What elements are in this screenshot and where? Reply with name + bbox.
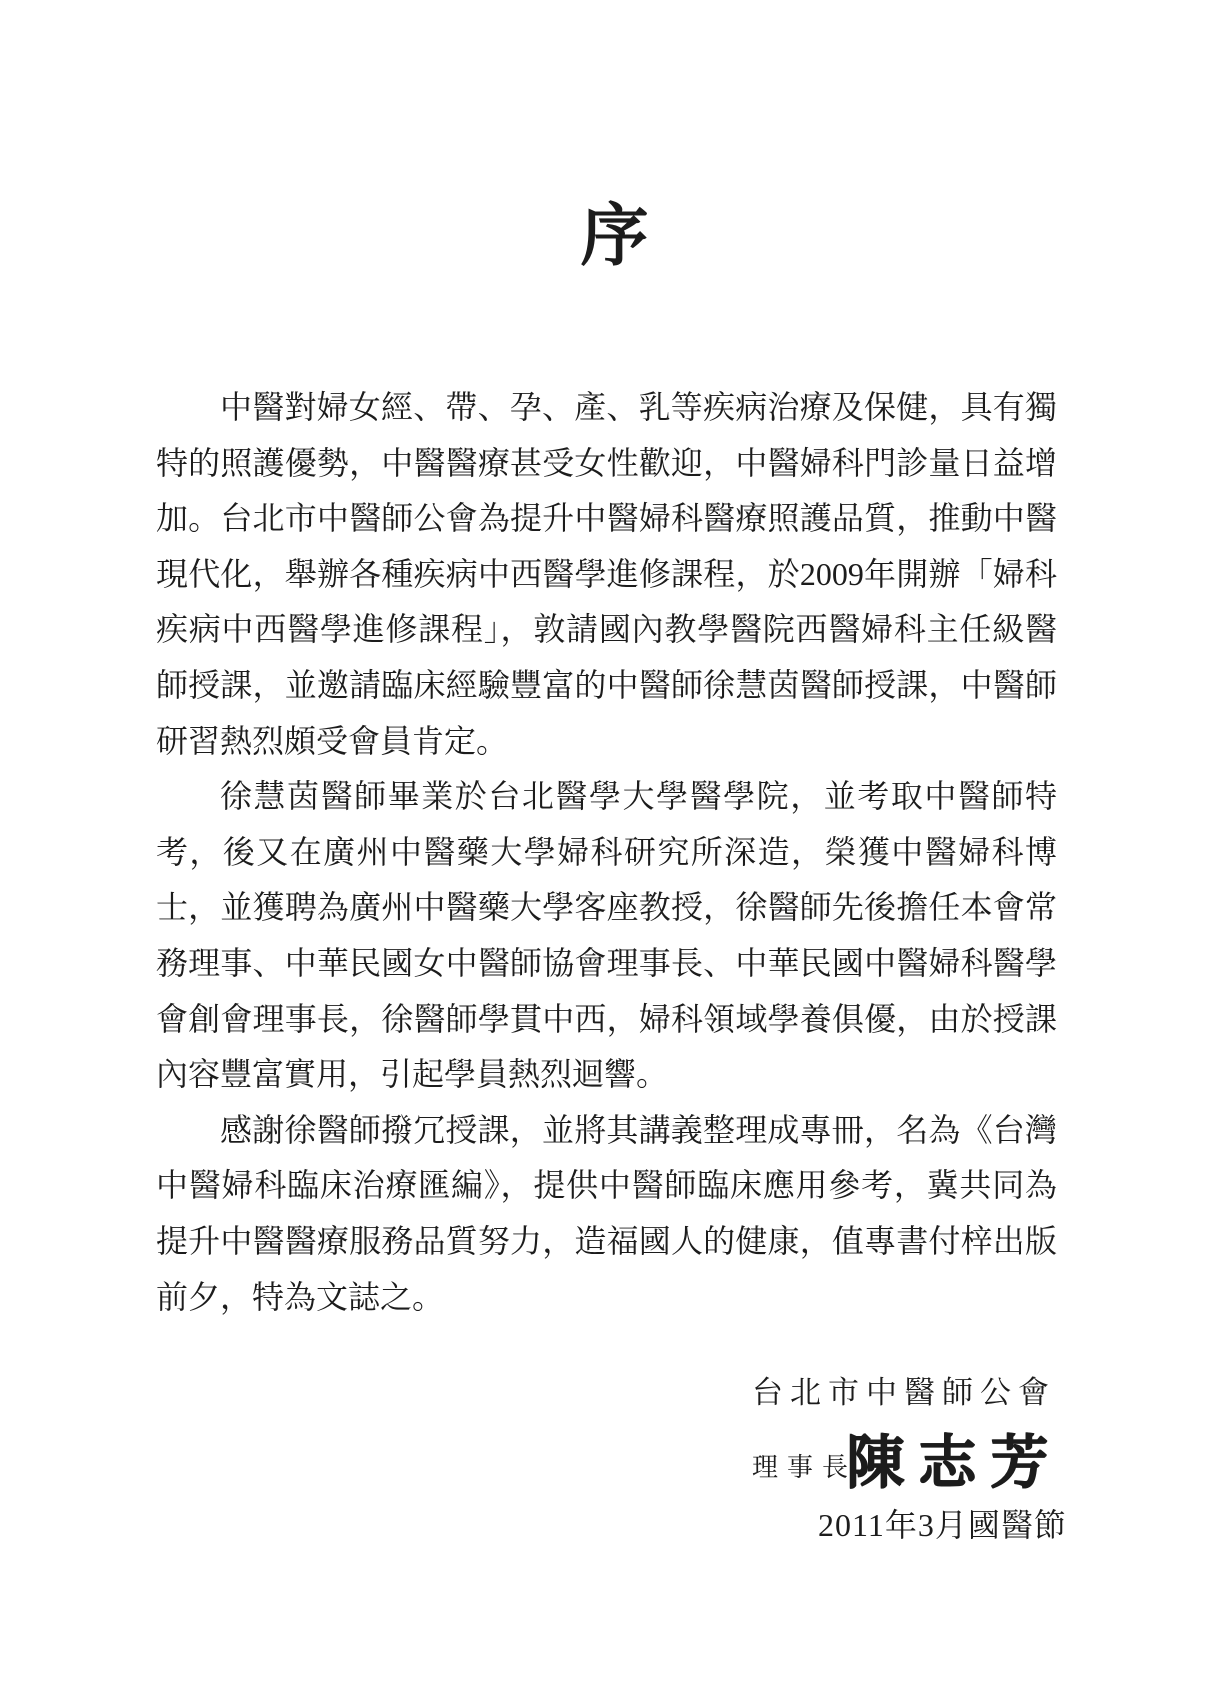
paragraph-3: 感謝徐醫師撥冗授課，並將其講義整理成專冊，名為《台灣中醫婦科臨床治療匯編》，提供中醫師臨床應用參考，冀共同為提升中醫醫療服務品質努力，造福國人的健康，值專書付梓出版前夕，特為文誌之。: [156, 1111, 1057, 1315]
signature-role: 理事長: [752, 1453, 858, 1482]
preface-body: [156, 380, 1057, 1325]
page-title: 序: [580, 198, 649, 274]
paragraph-2: 徐慧茵醫師畢業於台北醫學大學醫學院，並考取中醫師特考，後又在廣州中醫藥大學婦科研究所深造，榮獲中醫婦科博士，並獲聘為廣州中醫藥大學客座教授，徐醫師先後擔任本會常務理事、中華民國女中醫師協會理事長、中華民國中醫婦科醫學會創會理事長，徐醫師學貫中西，婦科領域學養俱優，由於授課內容豐富實用，引起學員熱烈迴響。: [156, 778, 1057, 1093]
signature-date: 2011年3月國醫節: [818, 1507, 1067, 1543]
signature-name: 陳志芳: [846, 1430, 1063, 1495]
paragraph-1: 中醫對婦女經、帶、孕、產、乳等疾病治療及保健，具有獨特的照護優勢，中醫醫療甚受女性歡迎，中醫婦科門診量日益增加。台北市中醫師公會為提升中醫婦科醫療照護品質，推動中醫現代化，舉辦各種疾病中西醫學進修課程，於2009年開辦「婦科疾病中西醫學進修課程」，敦請國內教學醫院西醫婦科主任級醫師授課，並邀請臨床經驗豐富的中醫師徐慧茵醫師授課，中醫師研習熱烈頗受會員肯定。: [156, 389, 1057, 759]
signature-organization: 台北市中醫師公會: [752, 1375, 1056, 1410]
